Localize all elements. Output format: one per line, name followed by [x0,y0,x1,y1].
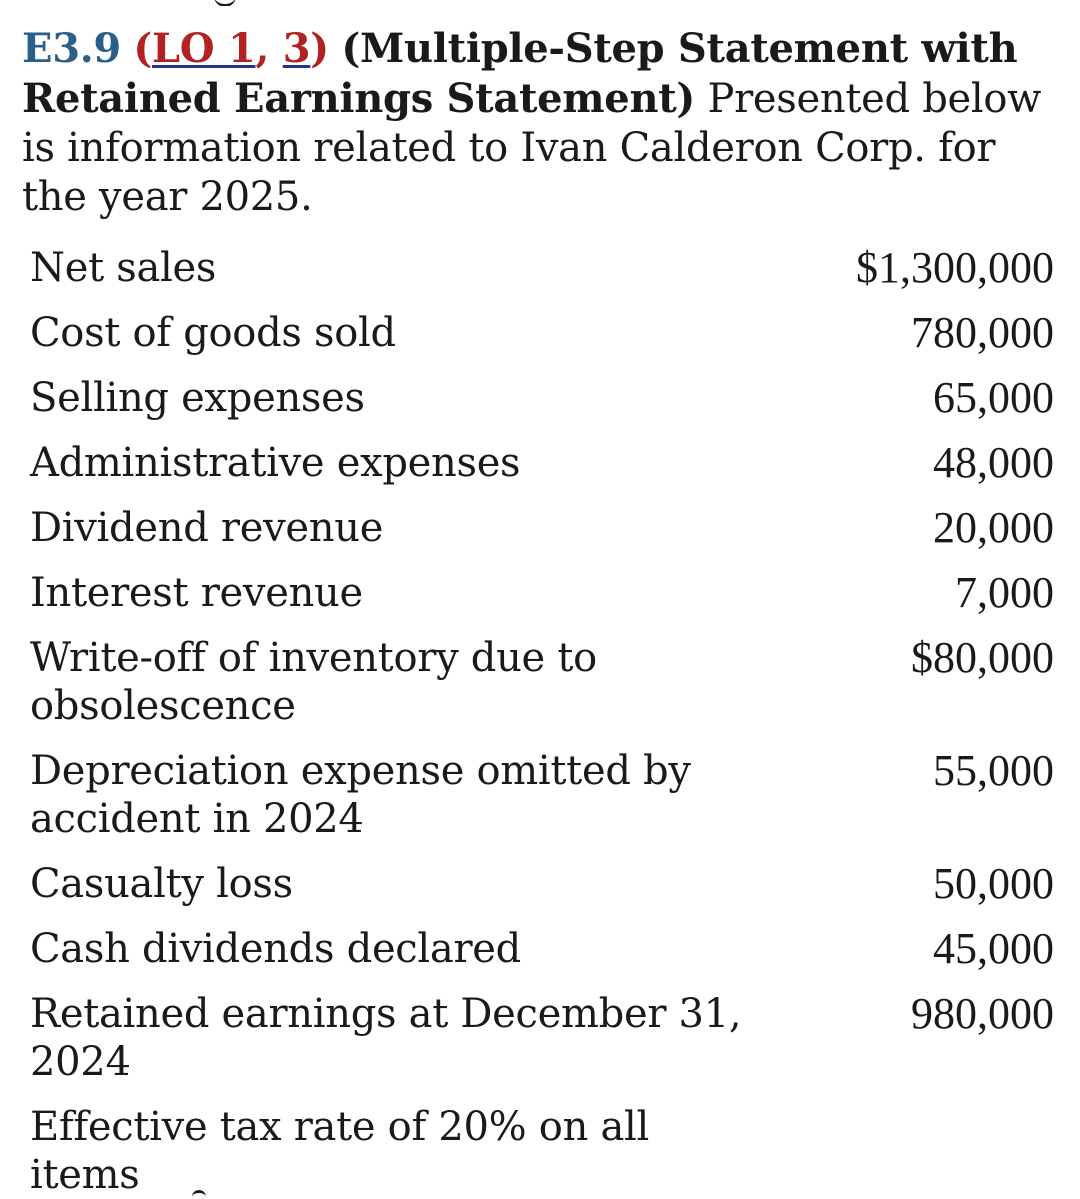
table-row [30,860,1054,925]
table-row [30,925,1054,990]
item-amount: 65,000 [933,373,1054,422]
table-row [30,634,1054,747]
learning-objective-link-1[interactable]: LO 1 [151,25,256,72]
item-amount: 980,000 [911,989,1054,1038]
exercise-title: (Multiple-Step Statement with Retained Earnings Statement) [22,25,1018,122]
item-amount: 45,000 [933,924,1054,973]
item-amount: 48,000 [933,438,1054,487]
exercise-heading [22,24,1062,222]
item-label: Cash dividends declared [30,926,521,972]
exercise-number: E3.9 [22,25,121,72]
table-row [30,309,1054,374]
clipped-text-below [192,1190,206,1198]
table-row [30,244,1054,309]
clipped-text-above [0,0,1080,6]
item-label: Interest revenue [30,570,363,616]
table-row [30,504,1054,569]
item-amount: 55,000 [933,746,1054,795]
exercise-intro: Presented below is information related to Ivan Calderon Corp. for the year 2025. [22,76,1042,220]
item-amount: $80,000 [911,633,1054,682]
learning-objective-link-3[interactable]: 3 [282,25,311,72]
item-amount: 20,000 [933,503,1054,552]
lo-close-paren: ) [310,25,329,72]
item-label: Administrative expenses [30,440,521,486]
item-label: Retained earnings at December 31, 2024 [30,991,742,1085]
table-row [30,1103,1054,1198]
item-label: Selling expenses [30,375,365,421]
item-amount: 50,000 [933,859,1054,908]
table-row [30,439,1054,504]
lo-separator: , [255,25,283,72]
table-row [30,747,1054,860]
item-label: Dividend revenue [30,505,384,551]
item-amount: 780,000 [911,308,1054,357]
item-label: Effective tax rate of 20% on all items [30,1104,649,1198]
item-label: Casualty loss [30,861,293,907]
item-amount: $1,300,000 [856,243,1054,292]
table-row [30,990,1054,1103]
item-label: Cost of goods sold [30,310,396,356]
item-label: Depreciation expense omitted by accident in 2024 [30,748,691,842]
data-table [30,243,1054,1198]
item-label: Net sales [30,245,217,291]
table-row [30,374,1054,439]
lo-open-paren: ( [133,25,152,72]
table-row [30,569,1054,634]
item-amount: 7,000 [955,568,1054,617]
item-label: Write-off of inventory due to obsolescence [30,635,597,729]
